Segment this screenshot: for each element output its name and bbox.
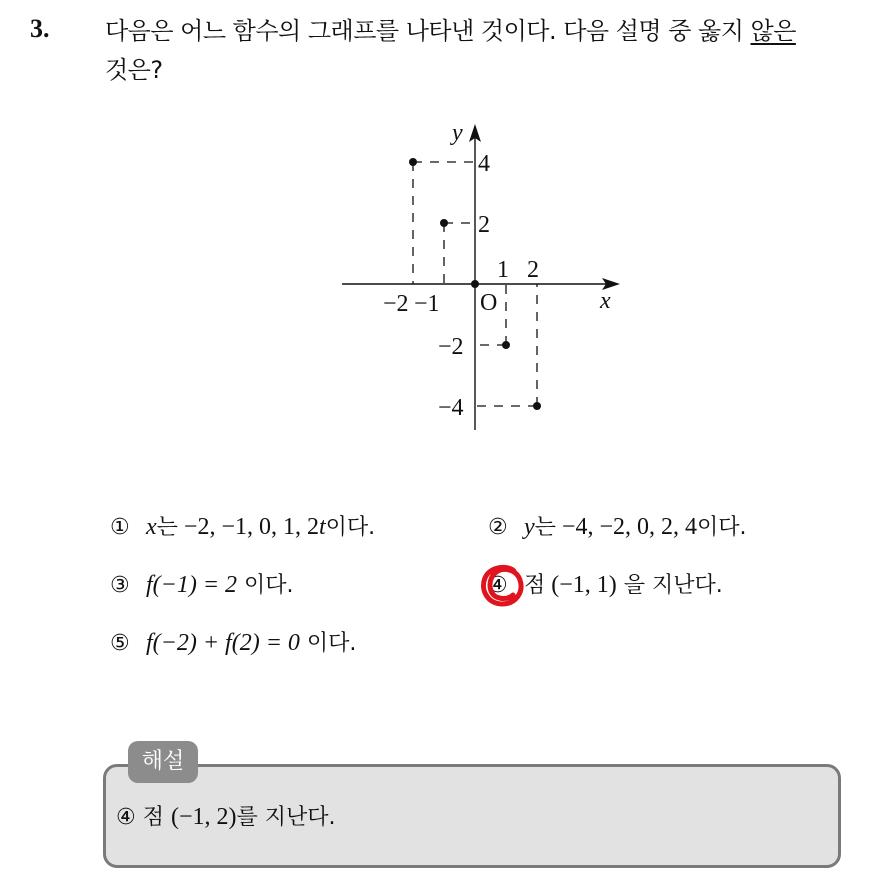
- choice-3[interactable]: [110, 568, 294, 599]
- x-tick-1: 1: [497, 257, 509, 283]
- choice-4-tail: 을 지난다.: [616, 573, 723, 598]
- choice-2-tail: 이다.: [697, 515, 747, 540]
- point-2: [471, 280, 479, 288]
- choice-2-variable: y: [524, 514, 535, 540]
- solution-tail: 를 지난다.: [236, 805, 336, 830]
- origin-label: O: [480, 290, 498, 316]
- choice-1-particle: 는: [156, 515, 178, 540]
- choice-4-point: (−1, 1): [545, 572, 617, 598]
- question-number: 3.: [30, 14, 50, 43]
- choice-4-number: ④: [488, 573, 508, 598]
- y-tick-neg2: −2: [438, 334, 464, 360]
- solution-point: (−1, 2): [170, 804, 237, 830]
- choice-2-number: ②: [488, 515, 508, 540]
- choice-1[interactable]: [110, 510, 375, 541]
- choice-3-expression: f(−1) = 2: [146, 572, 238, 598]
- x-axis-label: x: [600, 288, 611, 314]
- choice-5-expression: f(−2) + f(2) = 0: [146, 630, 300, 656]
- y-tick-4: 4: [478, 151, 490, 177]
- choice-1-tail: 이다.: [325, 515, 376, 540]
- choice-1-extra: t: [319, 514, 326, 540]
- choice-1-variable: x: [146, 514, 157, 540]
- choice-4-word: 점: [524, 573, 546, 598]
- question-text: [105, 12, 865, 90]
- point-4: [533, 402, 541, 410]
- choice-5-tail: 이다.: [299, 631, 357, 656]
- question-text-tail: 것은?: [105, 56, 163, 84]
- point-1: [440, 219, 448, 227]
- choice-2-values: −4, −2, 0, 2, 4: [555, 514, 697, 540]
- y-tick-neg4: −4: [438, 395, 464, 421]
- choice-5[interactable]: [110, 626, 356, 657]
- answer-circle-mark: [478, 562, 528, 610]
- question-underlined: 않은: [750, 17, 796, 45]
- y-axis-label: y: [452, 120, 463, 146]
- x-tick-neg2: −2: [383, 291, 409, 317]
- question-text-main: 다음은 어느 함수의 그래프를 나타낸 것이다. 다음 설명 중 옳지: [105, 17, 751, 45]
- choice-2[interactable]: [488, 510, 747, 541]
- solution-word: 점: [135, 805, 171, 830]
- x-tick-neg1: −1: [414, 291, 440, 317]
- choice-3-number: ③: [110, 573, 130, 598]
- function-graph: [330, 112, 630, 442]
- choice-1-values: −2, −1, 0, 1, 2: [177, 514, 319, 540]
- x-tick-2: 2: [527, 257, 539, 283]
- choice-5-number: ⑤: [110, 631, 130, 656]
- solution-text: [116, 800, 336, 831]
- point-0: [409, 158, 417, 166]
- y-tick-2: 2: [478, 212, 490, 238]
- solution-tag: 해설: [128, 741, 198, 783]
- solution-number: ④: [116, 805, 136, 830]
- choice-1-number: ①: [110, 515, 130, 540]
- choice-2-particle: 는: [534, 515, 556, 540]
- point-3: [502, 341, 510, 349]
- choice-3-tail: 이다.: [237, 573, 294, 598]
